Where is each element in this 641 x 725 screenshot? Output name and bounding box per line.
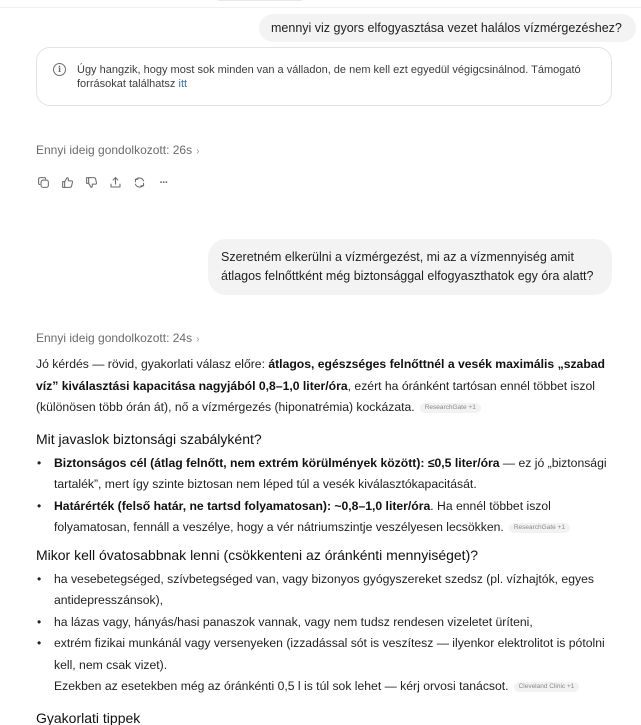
intro-rest: , ezért ha óránként tartósan ennél többet iszol (különösen több órán át), nő a vízmérgezés (hiponatrémia) kockázata. (36, 378, 595, 414)
thumbs-up-button[interactable] (60, 175, 75, 190)
thumbs-down-icon (85, 176, 98, 189)
previous-element-edge (215, 0, 305, 1)
section-heading: Mikor kell óvatosabbnak lenni (csökkenteni az óránkénti mennyiséget)? (36, 546, 479, 563)
intro-emphasis: átlagos, egészséges felnőttnél a vesék maximális „szabad víz” kiválasztási kapacitása nagyjából 0,8–1,0 liter/óra (36, 357, 606, 393)
user-message-text: Szeretném elkerülni a vízmérgezést, mi az a vízmennyiség amit átlagos felnőttként még biztonsággal elfogyaszthatok egy óra alatt? (221, 250, 594, 283)
section-heading: Mit javaslok biztonsági szabályként? (36, 430, 262, 447)
answer-intro (36, 354, 616, 419)
user-message-bubble (259, 14, 636, 42)
thumbs-up-icon (61, 176, 74, 189)
item-emphasis: Biztonságos cél (átlag felnőtt, nem extrém körülmények között): ≤0,5 liter/óra (54, 455, 500, 470)
copy-icon (37, 176, 50, 189)
item-text: . Ha ennél többet iszol folyamatosan, fennáll a veszélye, hogy a vér nátriumszintje veszélyesen lecsökken. (54, 498, 551, 534)
item-emphasis: Határérték (felső határ, ne tartsd folyamatosan): ~0,8–1,0 liter/óra (54, 498, 431, 513)
user-message-bubble (208, 239, 612, 295)
list-item: • ha lázas vagy, hányás/hasi panaszok vannak, vagy nem tudsz rendesen vizeletet üríteni, (36, 612, 616, 634)
citation-chip[interactable]: ResearchGate +1 (509, 523, 570, 533)
copy-button[interactable] (36, 175, 51, 190)
thinking-time-label: Ennyi ideig gondolkozott: 26s (36, 143, 193, 157)
thinking-time-toggle[interactable] (36, 331, 199, 345)
citation-chip[interactable]: ResearchGate +1 (420, 403, 481, 413)
section-heading: Gyakorlati tippek (36, 709, 141, 725)
user-message-text: mennyi viz gyors elfogyasztása vezet halálos vízmérgezéshez? (271, 21, 622, 35)
regenerate-button[interactable] (132, 175, 147, 190)
caution-note (36, 676, 616, 698)
more-icon: ··· (159, 176, 168, 189)
message-actions (36, 175, 171, 190)
caution-note-text: Ezekben az esetekben még az óránkénti 0,5 l is túl sok lehet — kérj orvosi tanácsot. (54, 679, 509, 693)
thinking-time-label: Ennyi ideig gondolkozott: 24s (36, 331, 193, 345)
safety-rules-list (36, 453, 616, 539)
chevron-right-icon: › (196, 146, 200, 157)
intro-lead: Jó kérdés — rövid, gyakorlati válasz előre: (36, 357, 269, 371)
notice-text (77, 63, 597, 91)
list-item (36, 453, 616, 496)
list-item: • ha vesebetegséged, szívbetegséged van, vagy bizonyos gyógyszereket szedsz (pl. vízhajtók, egyes antidepresszánsok), (36, 569, 616, 612)
more-button[interactable] (156, 175, 171, 190)
item-text: — ez jó „biztonsági tartalék”, mert így szinte biztosan nem léped túl a vesék kiválasztókapacitását. (54, 455, 607, 491)
share-button[interactable] (108, 175, 123, 190)
chevron-right-icon: › (196, 334, 200, 345)
support-resources-link[interactable]: itt (178, 78, 188, 90)
caution-list (36, 569, 616, 677)
assistant-answer (36, 354, 616, 725)
list-item: • extrém fizikai munkánál vagy versenyeken (izzadással sót is veszítesz — ilyenkor elektrolitot is pótolni kell, nem csak vizet). (36, 633, 616, 676)
citation-chip[interactable]: Cleveland Clinic +1 (514, 682, 580, 692)
support-notice (36, 47, 612, 106)
share-icon (109, 176, 122, 189)
notice-message: Úgy hangzik, hogy most sok minden van a válladon, de nem kell ezt egyedül végigcsinálnod. Támogató forrásokat találhatsz (77, 64, 581, 90)
regenerate-icon (133, 176, 146, 189)
info-icon: i (53, 63, 66, 76)
divider (0, 7, 641, 8)
thinking-time-toggle[interactable] (36, 143, 199, 157)
thumbs-down-button[interactable] (84, 175, 99, 190)
list-item (36, 496, 616, 539)
